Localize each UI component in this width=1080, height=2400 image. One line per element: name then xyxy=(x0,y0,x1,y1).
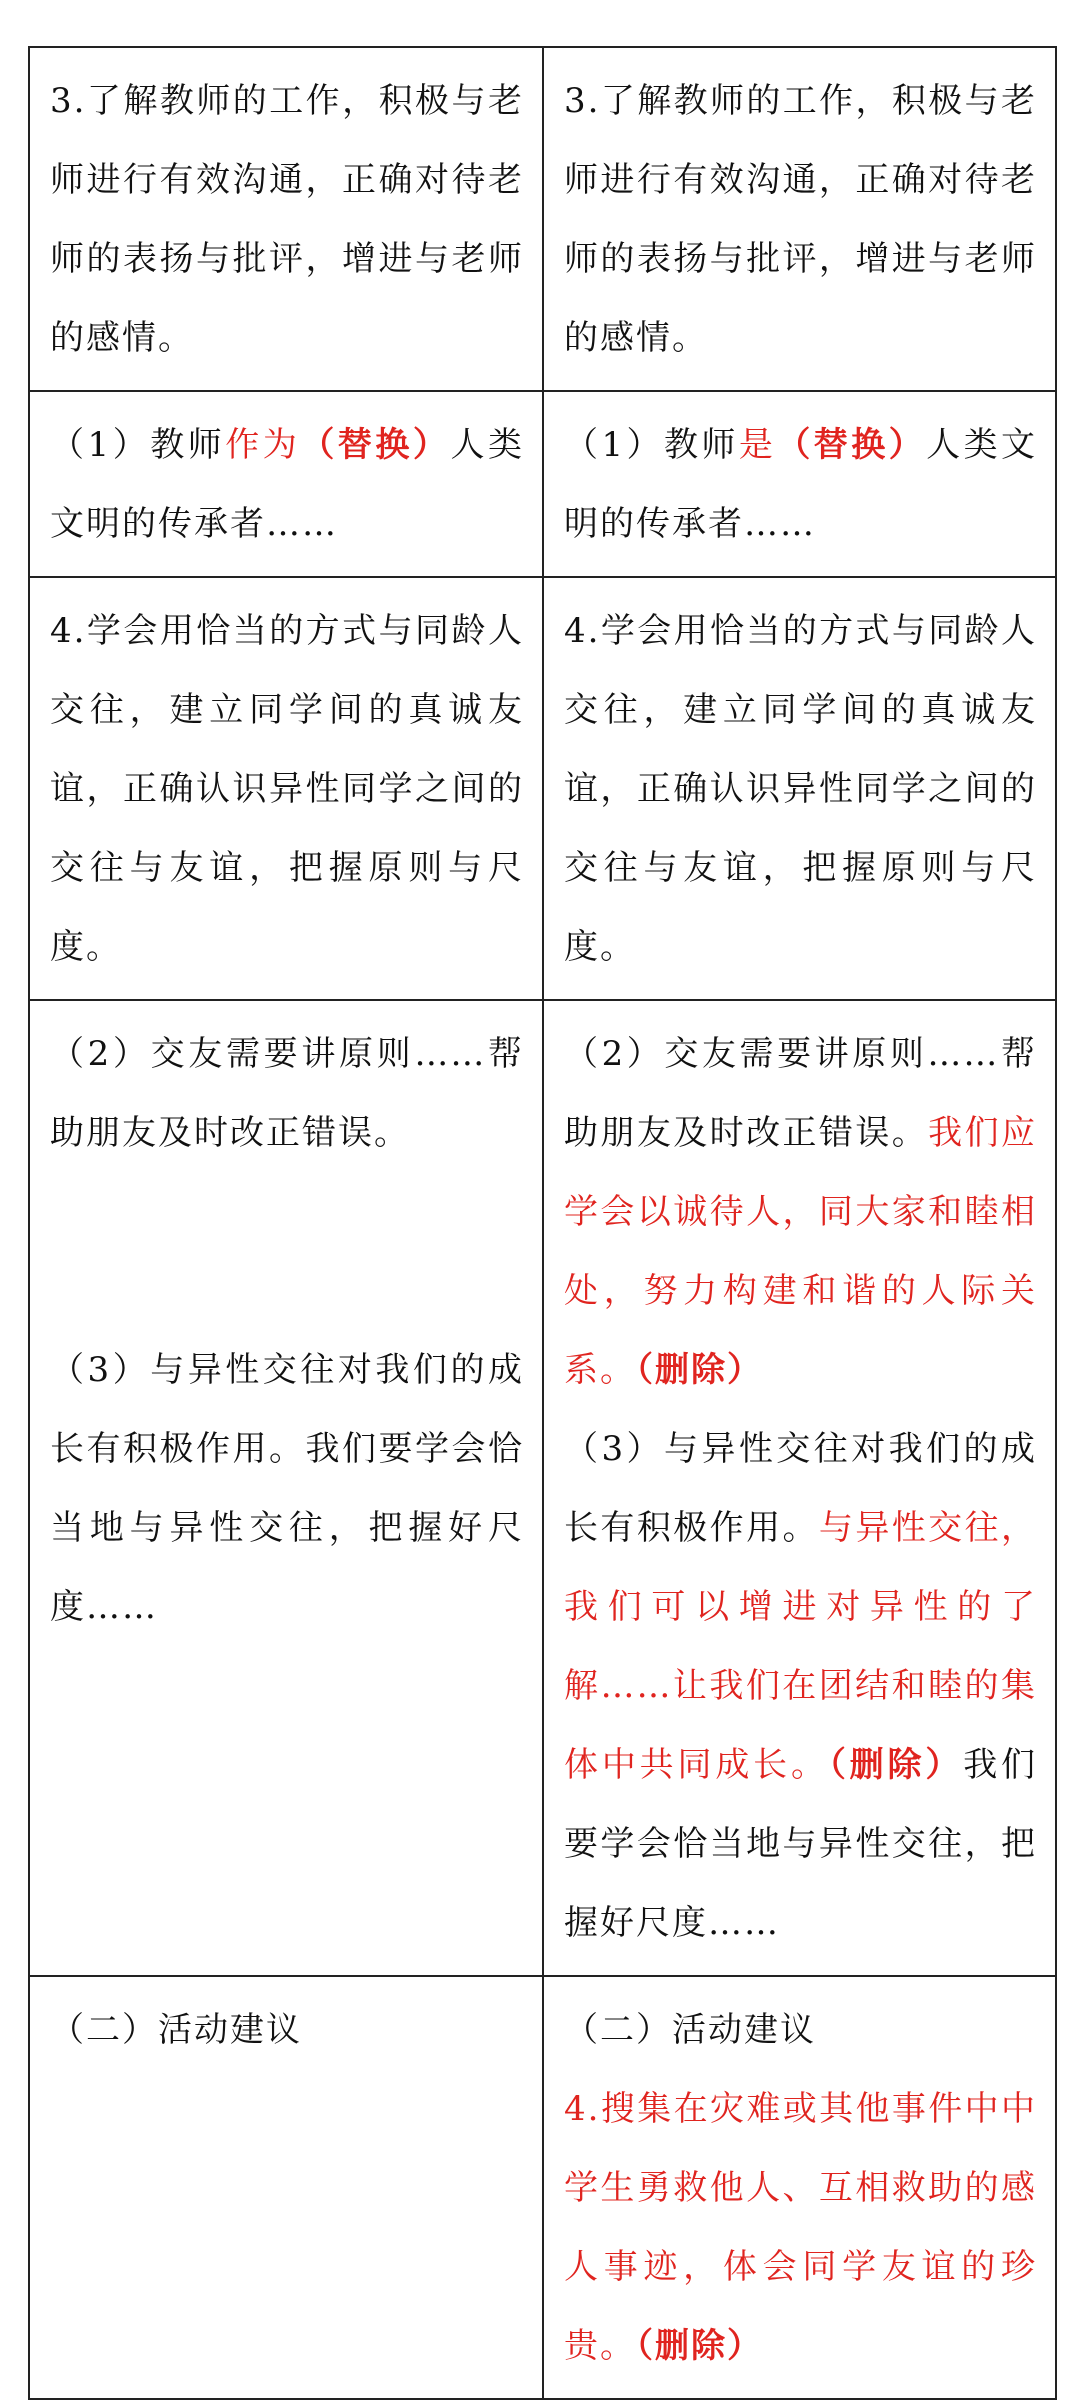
table-row xyxy=(29,1000,1056,1976)
table-row xyxy=(29,391,1056,577)
original-paragraph: （2）交友需要讲原则……帮助朋友及时改正错误。 xyxy=(50,1034,524,1153)
revised-text: （2）交友需要讲原则……帮助朋友及时改正错误。 xyxy=(564,1034,1037,1153)
revised-cell xyxy=(543,1000,1056,1976)
replace-marker: （替换） xyxy=(300,425,451,465)
section-heading: （二）活动建议 xyxy=(50,2010,302,2050)
original-cell xyxy=(29,1000,543,1976)
table-row xyxy=(29,1976,1056,2399)
original-cell xyxy=(29,1976,543,2399)
revised-paragraph xyxy=(564,1015,1037,1410)
revised-cell xyxy=(543,47,1056,391)
revised-cell xyxy=(543,391,1056,577)
revised-text: 人类文明的传承者…… xyxy=(564,425,1038,544)
revised-paragraph xyxy=(564,1410,1037,1963)
comparison-table xyxy=(28,46,1057,2400)
revised-cell xyxy=(543,1976,1056,2399)
delete-marker: （删除） xyxy=(636,2326,763,2366)
original-text: 3.了解教师的工作，积极与老师进行有效沟通，正确对待老师的表扬与批评，增进与老师的感情。 xyxy=(50,81,524,358)
revised-text: 我们要学会恰当地与异性交往，把握好尺度…… xyxy=(564,1745,1038,1943)
deleted-text: 我们应学会以诚待人，同大家和睦相处，努力构建和谐的人际关系。 xyxy=(564,1113,1038,1390)
revised-cell xyxy=(543,577,1056,1000)
delete-marker: （删除） xyxy=(828,1745,964,1785)
paragraph-spacer xyxy=(50,1173,524,1331)
table-row xyxy=(29,577,1056,1000)
revised-text: 3.了解教师的工作，积极与老师进行有效沟通，正确对待老师的表扬与批评，增进与老师的感情。 xyxy=(564,81,1037,358)
deleted-text: 4.搜集在灾难或其他事件中中学生勇救他人、互相救助的感人事迹，体会同学友谊的珍贵。 xyxy=(564,2089,1037,2366)
revised-text: （1）教师 xyxy=(564,425,739,465)
deleted-text: 与异性交往，我们可以增进对异性的了解……让我们在团结和睦的集体中共同成长。 xyxy=(564,1508,1038,1785)
original-text: （1）教师 xyxy=(50,425,226,465)
revised-text: 4.学会用恰当的方式与同龄人交往，建立同学间的真诚友谊，正确认识异性同学之间的交往与友谊，把握原则与尺度。 xyxy=(564,611,1037,967)
original-cell xyxy=(29,391,543,577)
revised-paragraph xyxy=(564,2070,1037,2386)
replace-marker: （替换） xyxy=(776,425,927,465)
table-row xyxy=(29,47,1056,391)
replaced-word: 作为 xyxy=(225,425,301,465)
section-heading: （二）活动建议 xyxy=(564,2010,816,2050)
delete-marker: （删除） xyxy=(636,1350,763,1390)
original-text: 人类文明的传承者…… xyxy=(50,425,524,544)
revised-text: （3）与异性交往对我们的成长有积极作用。 xyxy=(564,1429,1037,1548)
original-cell xyxy=(29,577,543,1000)
replacement-word: 是 xyxy=(738,425,777,465)
original-text: 4.学会用恰当的方式与同龄人交往，建立同学间的真诚友谊，正确认识异性同学之间的交往与友谊，把握原则与尺度。 xyxy=(50,611,524,967)
original-paragraph: （3）与异性交往对我们的成长有积极作用。我们要学会恰当地与异性交往，把握好尺度…… xyxy=(50,1350,524,1627)
original-cell xyxy=(29,47,543,391)
